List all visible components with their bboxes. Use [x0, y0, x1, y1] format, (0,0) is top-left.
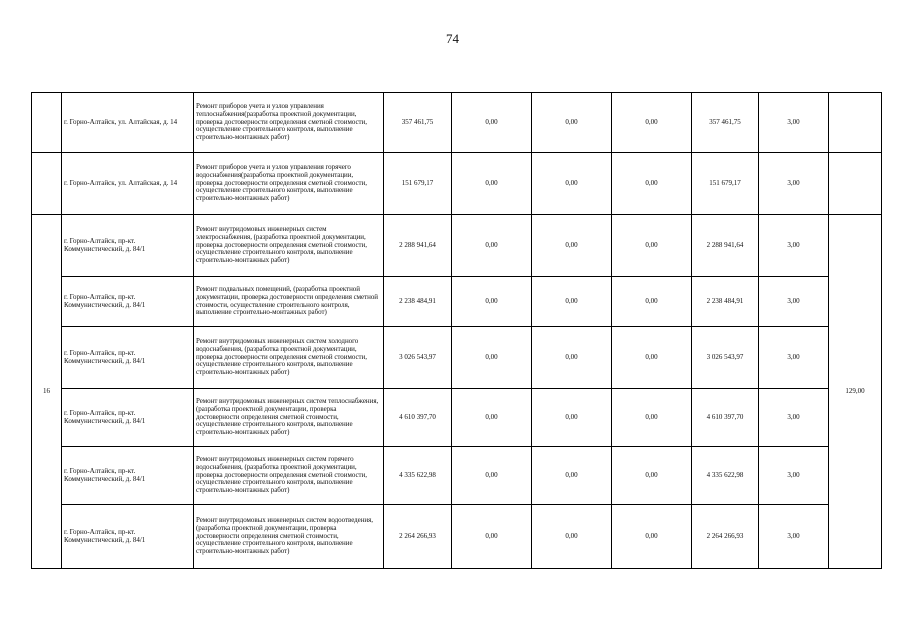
rate-cell: 3,00: [759, 277, 829, 327]
address-cell: г. Горно-Алтайск, пр-кт. Коммунистический, д. 84/1: [62, 447, 194, 505]
work-description-cell: Ремонт внутридомовых инженерных систем горячего водоснабжения, (разработка проектной документации, проверка достоверности определения сметной стоимости, осуществление строительного контроля, выполнение строительно-монтажных работ): [194, 447, 384, 505]
work-description-cell: Ремонт внутридомовых инженерных систем холодного водоснабжения, (разработка проектной документации, проверка достоверности определения сметной стоимости, осуществление строительного контроля, выполнение строительно-монтажных работ): [194, 327, 384, 389]
table-row: [32, 277, 882, 327]
cost-cell: 0,00: [452, 215, 532, 277]
cost-fund-cell: 3 026 543,97: [692, 327, 759, 389]
rate-cell: 3,00: [759, 505, 829, 569]
group-total-cell: 129,00: [829, 215, 882, 569]
total-cell-empty: [829, 153, 882, 215]
group-number-cell-empty: [32, 93, 62, 153]
rate-cell: 3,00: [759, 389, 829, 447]
work-description-cell: Ремонт внутридомовых инженерных систем водоотведения, (разработка проектной документации, проверка достоверности определения сметной стоимости, осуществление строительного контроля, выполнение строительно-монтажных работ): [194, 505, 384, 569]
cost-cell: 0,00: [612, 153, 692, 215]
work-description-cell: Ремонт внутридомовых инженерных систем электроснабжения, (разработка проектной документации, проверка достоверности определения сметной стоимости, осуществление строительного контроля, выполнение строительно-монтажных работ): [194, 215, 384, 277]
rate-cell: 3,00: [759, 93, 829, 153]
cost-cell: 0,00: [532, 93, 612, 153]
cost-fund-cell: 2 264 266,93: [692, 505, 759, 569]
cost-cell: 0,00: [452, 93, 532, 153]
total-cell-empty: [829, 93, 882, 153]
cost-cell: 0,00: [452, 327, 532, 389]
group-number-cell: 16: [32, 215, 62, 569]
cost-total-cell: 2 264 266,93: [384, 505, 452, 569]
table-row: [32, 389, 882, 447]
address-cell: г. Горно-Алтайск, пр-кт. Коммунистический, д. 84/1: [62, 389, 194, 447]
table-row: [32, 447, 882, 505]
cost-total-cell: 4 610 397,70: [384, 389, 452, 447]
page-number: 74: [446, 31, 459, 46]
cost-cell: 0,00: [612, 93, 692, 153]
cost-total-cell: 4 335 622,98: [384, 447, 452, 505]
cost-cell: 0,00: [612, 389, 692, 447]
table-row: [32, 327, 882, 389]
cost-total-cell: 2 288 941,64: [384, 215, 452, 277]
cost-fund-cell: 4 610 397,70: [692, 389, 759, 447]
cost-total-cell: 2 238 484,91: [384, 277, 452, 327]
cost-cell: 0,00: [532, 153, 612, 215]
cost-cell: 0,00: [532, 327, 612, 389]
cost-cell: 0,00: [452, 447, 532, 505]
cost-fund-cell: 2 238 484,91: [692, 277, 759, 327]
table-row: [32, 93, 882, 153]
address-cell: г. Горно-Алтайск, пр-кт. Коммунистический, д. 84/1: [62, 505, 194, 569]
cost-cell: 0,00: [452, 389, 532, 447]
cost-cell: 0,00: [612, 447, 692, 505]
cost-fund-cell: 4 335 622,98: [692, 447, 759, 505]
cost-fund-cell: 151 679,17: [692, 153, 759, 215]
rate-cell: 3,00: [759, 327, 829, 389]
cost-fund-cell: 357 461,75: [692, 93, 759, 153]
address-cell: г. Горно-Алтайск, пр-кт. Коммунистический, д. 84/1: [62, 215, 194, 277]
address-cell: г. Горно-Алтайск, пр-кт. Коммунистический, д. 84/1: [62, 327, 194, 389]
cost-total-cell: 3 026 543,97: [384, 327, 452, 389]
cost-cell: 0,00: [612, 327, 692, 389]
cost-total-cell: 151 679,17: [384, 153, 452, 215]
table-row: [32, 215, 882, 277]
group-number-cell-empty: [32, 153, 62, 215]
cost-cell: 0,00: [532, 215, 612, 277]
cost-cell: 0,00: [452, 153, 532, 215]
cost-cell: 0,00: [532, 277, 612, 327]
cost-cell: 0,00: [612, 215, 692, 277]
works-table: [31, 92, 882, 569]
rate-cell: 3,00: [759, 215, 829, 277]
cost-cell: 0,00: [452, 505, 532, 569]
address-cell: г. Горно-Алтайск, ул. Алтайская, д. 14: [62, 93, 194, 153]
rate-cell: 3,00: [759, 447, 829, 505]
table-row: [32, 505, 882, 569]
cost-cell: 0,00: [532, 505, 612, 569]
cost-total-cell: 357 461,75: [384, 93, 452, 153]
table-row: [32, 153, 882, 215]
work-description-cell: Ремонт приборов учета и узлов управления горячего водоснабжения(разработка проектной документации, проверка достоверности определения сметной стоимости, осуществление строительного контроля, выполнение строительно-монтажных работ): [194, 153, 384, 215]
cost-cell: 0,00: [532, 389, 612, 447]
work-description-cell: Ремонт внутридомовых инженерных систем теплоснабжения, (разработка проектной документации, проверка достоверности определения сметной стоимости, осуществление строительного контроля, выполнение строительно-монтажных работ): [194, 389, 384, 447]
address-cell: г. Горно-Алтайск, пр-кт. Коммунистический, д. 84/1: [62, 277, 194, 327]
cost-cell: 0,00: [532, 447, 612, 505]
rate-cell: 3,00: [759, 153, 829, 215]
cost-cell: 0,00: [612, 277, 692, 327]
work-description-cell: Ремонт приборов учета и узлов управления теплоснабжения(разработка проектной документации, проверка достоверности определения сметной стоимости, осуществление строительного контроля, выполнение строительно-монтажных работ): [194, 93, 384, 153]
cost-cell: 0,00: [612, 505, 692, 569]
cost-cell: 0,00: [452, 277, 532, 327]
address-cell: г. Горно-Алтайск, ул. Алтайская, д. 14: [62, 153, 194, 215]
work-description-cell: Ремонт подвальных помещений, (разработка проектной документации, проверка достоверности определения сметной стоимости, осуществление строительного контроля, выполнение строительно-монтажных работ): [194, 277, 384, 327]
cost-fund-cell: 2 288 941,64: [692, 215, 759, 277]
